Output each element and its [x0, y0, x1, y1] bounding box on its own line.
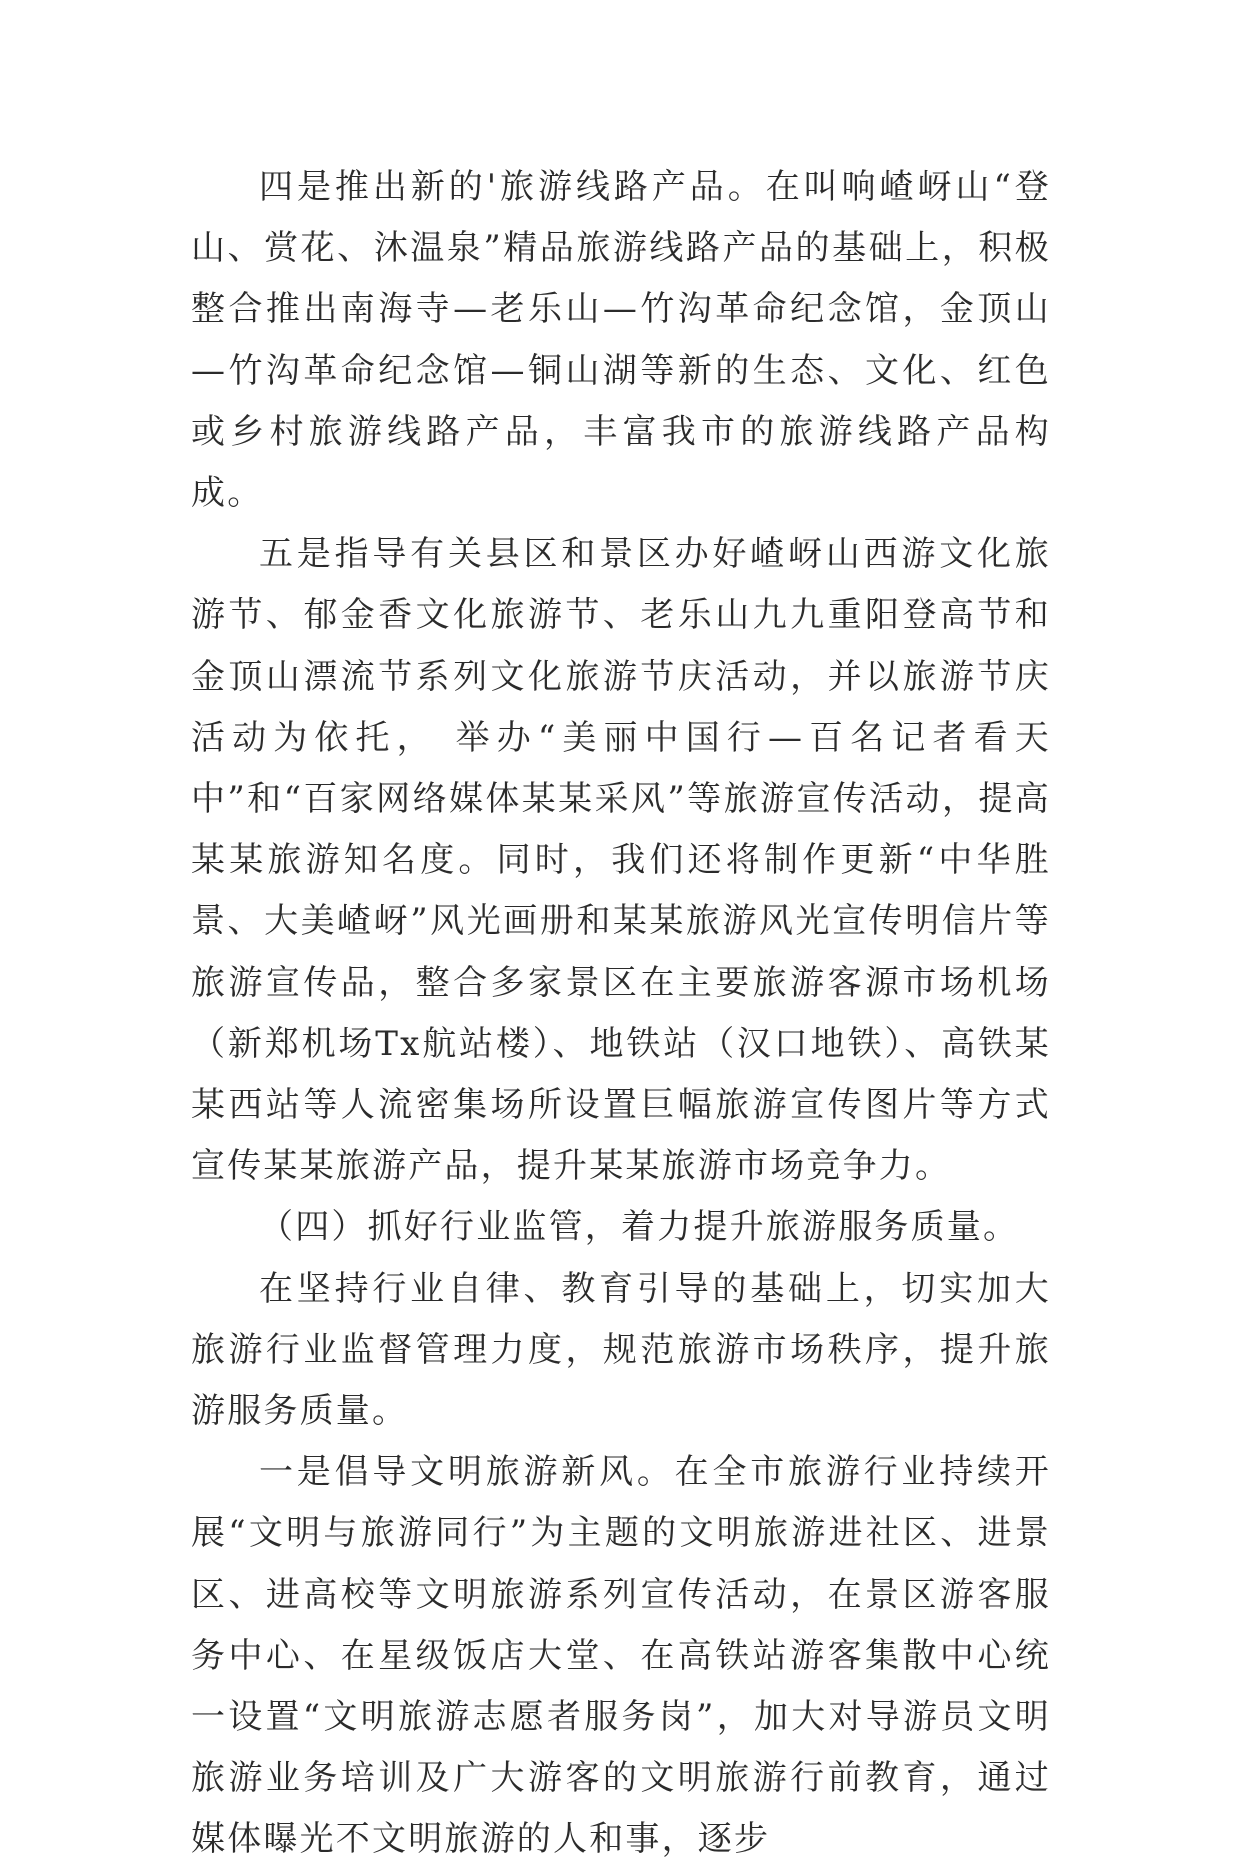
paragraph-civilized-tourism: 一是倡导文明旅游新风。在全市旅游行业持续开展“文明与旅游同行”为主题的文明旅游进社区、进景区、进高校等文明旅游系列宣传活动，在景区游客服务中心、在星级饭店大堂、在高铁站游客集散中心统一设置“文明旅游志愿者服务岗”，加大对导游员文明旅游业务培训及广大游客的文明旅游行前教育，通过媒体曝光不文明旅游的人和事，逐步: [191, 1452, 1051, 1860]
paragraph-festival-promotion: 五是指导有关县区和景区办好嵖岈山西游文化旅游节、郁金香文化旅游节、老乐山九九重阳登高节和金顶山漂流节系列文化旅游节庆活动，并以旅游节庆活动为依托， 举办“美丽中国行—百名记者看天中”和“百家网络媒体某某采风”等旅游宣传活动，提高某某旅游知名度。同时，我们还将制作更新“中华胜景、大美嵖岈”风光画册和某某旅游风光宣传明信片等旅游宣传品，整合多家景区在主要旅游客源市场机场（新郑机场Tx航站楼）、地铁站（汉口地铁）、高铁某某西站等人流密集场所设置巨幅旅游宣传图片等方式宣传某某旅游产品，提升某某旅游市场竞争力。: [191, 534, 1051, 1187]
paragraph-supervision-intro: 在坚持行业自律、教育引导的基础上，切实加大旅游行业监督管理力度，规范旅游市场秩序，提升旅游服务质量。: [191, 1268, 1051, 1432]
paragraph-tourism-routes: 四是推出新的'旅游线路产品。在叫响嵖岈山“登山、赏花、沐温泉”精品旅游线路产品的基础上，积极整合推出南海寺—老乐山—竹沟革命纪念馆，金顶山—竹沟革命纪念馆—铜山湖等新的生态、文化、红色或乡村旅游线路产品，丰富我市的旅游线路产品构成。: [191, 167, 1051, 514]
document-body: [191, 157, 1051, 1871]
section-heading-industry-supervision: （四）抓好行业监管，着力提升旅游服务质量。: [259, 1207, 1020, 1248]
